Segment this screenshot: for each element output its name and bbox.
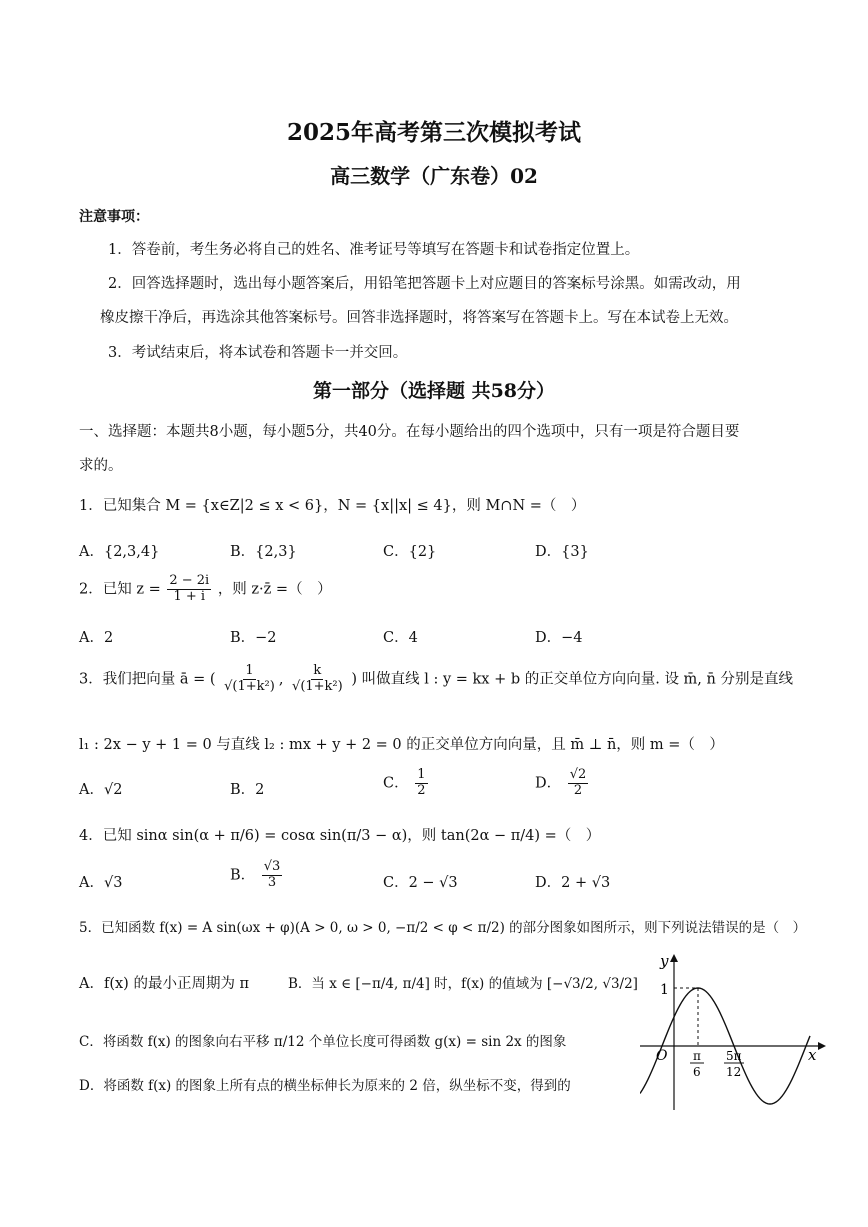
q3-d-fraction — [568, 768, 589, 799]
notice-item-1: 1．答卷前，考生务必将自己的姓名、准考证号等填写在答题卡和试卷指定位置上。 — [108, 242, 640, 258]
q4-b-fraction — [262, 860, 283, 891]
q5-option-d: D．将函数 f(x) 的图象上所有点的横坐标伸长为原来的 2 倍，纵坐标不变，得到的 — [79, 1078, 571, 1094]
q2-option-d: D．−4 — [535, 630, 583, 646]
q4-option-b — [230, 860, 284, 891]
q5-stem: 5．已知函数 f(x) = A sin(ωx + φ)(A > 0, ω > 0, −π/2 < φ < π/2) 的部分图象如图所示，则下列说法错误的是（ ） — [79, 920, 807, 936]
origin-label: O — [656, 1048, 668, 1064]
x-axis-arrow — [818, 1042, 826, 1050]
q3-d-label: D． — [535, 775, 562, 792]
q3-fraction-1 — [222, 664, 277, 695]
q3-d-den: 2 — [573, 782, 583, 798]
q2-option-b: B．−2 — [230, 630, 277, 646]
max-value-label: 1 — [660, 982, 669, 998]
q3-fraction-2 — [290, 664, 345, 695]
q3-stem-line2: l₁ : 2x − y + 1 = 0 与直线 l₂ : mx + y + 2 = 0 的正交单位方向向量，且 m̄ ⊥ n̄，则 m =（ ） — [79, 737, 724, 753]
notice-item-3: 3．考试结束后，将本试卷和答题卡一并交回。 — [108, 345, 408, 361]
q3-c-fraction — [415, 768, 427, 799]
pi6-den: 6 — [693, 1065, 701, 1079]
q4-b-num: √3 — [263, 859, 281, 874]
q4-stem: 4．已知 sinα sin(α + π/6) = cosα sin(π/3 − α)，则 tan(2α − π/4) =（ ） — [79, 828, 601, 844]
section-instruction: 一、选择题：本题共8小题，每小题5分，共40分。在每小题给出的四个选项中，只有一项是符合题目要 — [79, 424, 740, 440]
q2-denominator: 1 + i — [173, 588, 206, 604]
q2-stem-pre: 2．已知 z = — [79, 581, 161, 598]
q5-option-b: B．当 x ∈ [−π/4, π/4] 时，f(x) 的值域为 [−√3/2, √3/2] — [288, 976, 638, 992]
q3-option-a: A．√2 — [79, 782, 123, 798]
y-axis-arrow — [670, 954, 678, 962]
q2-option-a: A．2 — [79, 630, 114, 646]
q1-option-a: A．{2,3,4} — [79, 544, 160, 560]
q3-option-d — [535, 768, 590, 799]
notice-item-2a: 2．回答选择题时，选出每小题答案后，用铅笔把答题卡上对应题目的答案标号涂黑。如需改动，用 — [108, 276, 741, 292]
q3-stem-line1: 3．我们把向量 ā = ( $\frac{1}{\text{√(1+k²)}}$ , $\frac{k}{\text{√(1+k²)}}$ ) 叫做直线 l : y = kx + b 的正交单位方向向量. 设 m̄, n̄ 分别是直线 — [79, 663, 793, 694]
q3-f1-num: 1 — [245, 663, 254, 678]
q3-f2-den: √(1+k²) — [292, 678, 343, 694]
q3-c-den: 2 — [417, 782, 426, 798]
q2-option-c: C．4 — [383, 630, 418, 646]
y-label: y — [660, 952, 669, 970]
sine-graph — [640, 950, 830, 1115]
q2-stem — [79, 574, 332, 605]
q2-fraction — [167, 574, 211, 605]
q4-b-den: 3 — [267, 874, 277, 890]
q3-f1-den: √(1+k²) — [224, 678, 275, 694]
section-instruction-cont: 求的。 — [79, 458, 123, 474]
q2-stem-post: ，则 z·z̄ =（ ） — [217, 581, 332, 598]
q3-d-num: √2 — [569, 767, 587, 782]
exam-title: 2025年高考第三次模拟考试 — [286, 119, 581, 146]
q2-numerator: 2 − 2i — [169, 573, 210, 588]
part1-heading: 第一部分（选择题 共58分） — [312, 380, 556, 402]
q4-b-label: B． — [230, 867, 256, 884]
q4-option-c: C．2 − √3 — [383, 875, 458, 891]
q4-option-a: A．√3 — [79, 875, 123, 891]
q1-option-b: B．{2,3} — [230, 544, 297, 560]
notice-item-2b: 橡皮擦干净后，再选涂其他答案标号。回答非选择题时，将答案写在答题卡上。写在本试卷上无效。 — [100, 310, 738, 326]
q3-option-c — [383, 768, 430, 799]
q1-option-c: C．{2} — [383, 544, 437, 560]
q3-option-b: B．2 — [230, 782, 265, 798]
q3-line1-pre: 3．我们把向量 ā = ( — [79, 671, 216, 688]
q3-line1-post: ) 叫做直线 l : y = kx + b 的正交单位方向向量. 设 m̄, n̄ 分别是直线 — [351, 671, 793, 688]
fivepi12-num: 5π — [726, 1049, 742, 1063]
q1-stem: 1．已知集合 M = {x∈Z|2 ≤ x < 6}，N = {x||x| ≤ 4}，则 M∩N =（ ） — [79, 498, 586, 514]
notice-label: 注意事项： — [79, 209, 149, 225]
pi6-num: π — [693, 1049, 701, 1063]
q5-option-c: C．将函数 f(x) 的图象向右平移 π/12 个单位长度可得函数 g(x) = sin 2x 的图象 — [79, 1034, 567, 1050]
q1-option-d: D．{3} — [535, 544, 589, 560]
q3-c-num: 1 — [417, 767, 426, 782]
x-label: x — [808, 1046, 817, 1064]
exam-subtitle: 高三数学（广东卷）02 — [330, 164, 538, 188]
q5-option-a: A．f(x) 的最小正周期为 π — [79, 976, 250, 992]
q3-c-label: C． — [383, 775, 409, 792]
q3-f2-num: k — [313, 663, 322, 678]
fivepi12-den: 12 — [726, 1065, 742, 1079]
q4-option-d: D．2 + √3 — [535, 875, 611, 891]
